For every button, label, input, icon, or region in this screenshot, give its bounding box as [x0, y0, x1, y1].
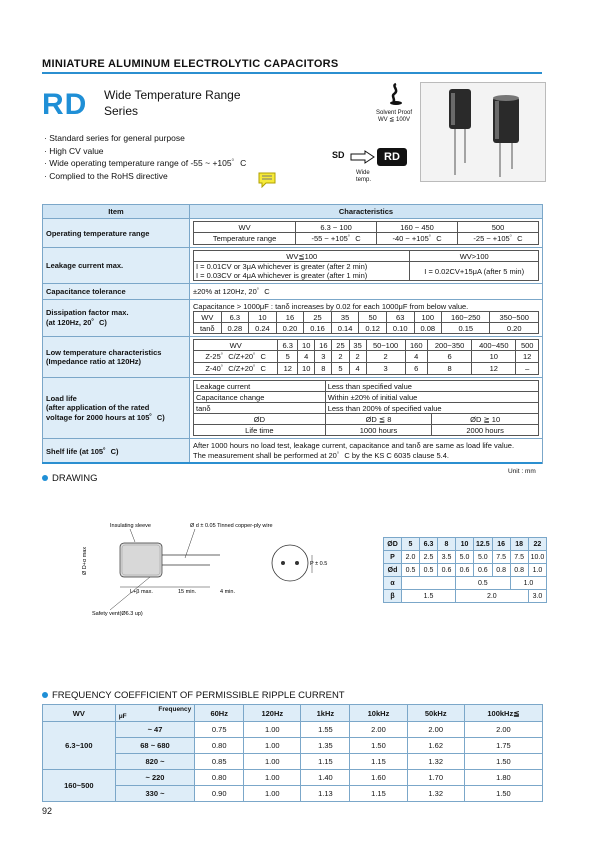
table-cell: 0.12 [359, 323, 387, 334]
table-cell: 0.24 [249, 323, 277, 334]
table-cell: 2.00 [407, 722, 464, 738]
table-cell: 7.5 [510, 551, 528, 564]
series-code: RD [42, 88, 88, 121]
table-cell: 0.75 [195, 722, 244, 738]
table-cell: 1.50 [464, 754, 542, 770]
lead-min-label: 15 min. [178, 589, 197, 595]
bullet-icon [42, 692, 48, 698]
length-label: L+β max. [130, 589, 153, 595]
table-cell: 1.00 [244, 754, 301, 770]
lead-short-label: 4 min. [220, 589, 235, 595]
table-cell: 4 [405, 351, 427, 363]
col-header-item: Item [43, 205, 190, 219]
table-cell: 0.8 [510, 564, 528, 577]
table-cell: 1.0 [528, 564, 547, 577]
table-cell: 18 [510, 538, 528, 551]
table-cell: 1.60 [350, 770, 407, 786]
capacitor-image [421, 83, 545, 181]
row-load-life: Load life (after application of the rated voltage for 2000 hours at 105゜C) Leakage current Less than specified value Capacitance change Within ±20% of initial value tanδ Less than 200% of specified value ØD ØD ≦ 8 ØD ≧ 10 Life time 1000 hours 2000 hours [43, 378, 543, 439]
table-cell: 0.28 [221, 323, 249, 334]
table-cell: 2 [332, 351, 349, 363]
table-cell: 0.80 [195, 738, 244, 754]
table-cell: 50~100 [366, 340, 405, 351]
dimension-drawing [80, 515, 350, 625]
table-cell: 330 ~ [115, 786, 195, 802]
table-cell: 500 [516, 340, 539, 351]
feature-item: · Standard series for general purpose [44, 132, 246, 145]
table-cell: 1kHz [301, 705, 350, 722]
spec-table [42, 204, 543, 464]
table-cell: 5 [402, 538, 420, 551]
table-cell: 1.70 [407, 770, 464, 786]
table-cell: 50 [359, 312, 387, 323]
table-cell: 4 [298, 351, 315, 363]
to-series-badge: RD [377, 148, 407, 166]
table-cell: 1.55 [301, 722, 350, 738]
table-cell: 12 [278, 363, 298, 375]
table-row [43, 786, 543, 802]
table-cell: 16 [276, 312, 304, 323]
table-row [43, 738, 543, 754]
table-cell: 0.6 [456, 564, 474, 577]
diameter-label: Ø D+α max [82, 546, 88, 575]
table-cell: 2.0 [402, 551, 420, 564]
table-cell: 400~450 [472, 340, 516, 351]
dissipation-table: WV 6.3 10 16 25 35 50 63 100 160~250 350~500 tanδ 0.28 0.24 0.20 0.16 0.14 0.12 0.10 0.08 0.15 0.20 [193, 311, 539, 334]
solvent-proof-label: Solvent Proof WV ≦ 100V [375, 110, 413, 123]
feature-item: · Complied to the RoHS directive [44, 170, 246, 183]
table-cell: 5.0 [456, 551, 474, 564]
series-name: Wide Temperature Range [104, 88, 241, 102]
feature-list [44, 132, 246, 182]
table-cell: 0.16 [304, 323, 332, 334]
dimension-table: ØD 5 6.3 8 10 12.5 16 18 22 P 2.0 2.5 3.5 5.0 5.0 7.5 7.5 10.0 Ød 0.5 0.5 0.6 0.6 0.6 0.8 0.8 1.0 α 0.5 1.0 β 1.5 2.0 3.0 [383, 537, 547, 603]
page-header: MINIATURE ALUMINUM ELECTROLYTIC CAPACITORS [42, 58, 339, 70]
ripple-table: WV Frequency μF 60Hz 120Hz 1kHz 10kHz 50kHz 100kHz≦ 6.3~100 ~ 47 0.75 1.00 1.55 2.00 2.00 2.00 68 ~ 680 0.80 1.00 1.35 1.50 1.62 1.75 820 ~ 0.85 1.00 1.15 1.15 1.32 1.50 160~500 ~ 220 0.80 1.00 1.40 1.60 1.70 1.80 330 ~ 0.90 1.00 1.13 1.15 1.32 1.50 [42, 704, 543, 802]
table-cell: – [516, 363, 539, 375]
table-cell: 6.3~100 [43, 722, 116, 770]
table-cell: 12 [516, 351, 539, 363]
series-name-suffix: Series [104, 104, 139, 118]
table-cell: 12.5 [474, 538, 493, 551]
dissipation-note: Capacitance > 1000μF : tanδ increases by 0.02 for each 1000μF from below value. [193, 302, 469, 311]
table-cell: 160 [405, 340, 427, 351]
table-cell: 0.90 [195, 786, 244, 802]
table-cell: 5 [278, 351, 298, 363]
table-cell: 0.80 [195, 770, 244, 786]
table-cell: 1.15 [350, 786, 407, 802]
table-cell: 1.40 [301, 770, 350, 786]
table-cell: 2.5 [420, 551, 438, 564]
pitch-label: P ± 0.5 [310, 561, 328, 567]
table-cell: 10 [456, 538, 474, 551]
table-cell: 8 [315, 363, 332, 375]
table-cell: 100kHz≦ [464, 705, 542, 722]
table-cell: 1.50 [464, 786, 542, 802]
table-cell: 4 [349, 363, 366, 375]
table-cell: 10 [472, 351, 516, 363]
table-cell: 16 [492, 538, 510, 551]
table-row [43, 722, 543, 738]
table-cell: 25 [332, 340, 349, 351]
table-cell: 0.5 [420, 564, 438, 577]
table-cell: 35 [331, 312, 359, 323]
ripple-title: FREQUENCY COEFFICIENT OF PERMISSIBLE RIPPLE CURRENT [42, 690, 345, 701]
operating-temp-table: WV 6.3 ~ 100 160 ~ 450 500 Temperature range -55 ~ +105゜C -40 ~ +105゜C -25 ~ +105゜C [193, 221, 539, 245]
row-dissipation: Dissipation factor max. (at 120Hz, 20゜C) Capacitance > 1000μF : tanδ increases by 0.02 for each 1000μF from below value. WV 6.3 10 16 25 35 50 63 100 160~250 350~500 tanδ 0.28 0.24 0.20 0.16 0.14 0.12 0.10 0.08 0.15 0.20 [43, 300, 543, 337]
table-cell: 3 [366, 363, 405, 375]
row-low-temp: Low temperature characteristics (Impedance ratio at 120Hz) WV 6.3 10 16 25 35 50~100 160 200~350 400~450 500 Z-25゜C/Z+20゜C 5 4 3 2 2 2 4 6 10 12 Z-40゜C/Z+20゜C 12 10 8 5 4 3 6 8 12 – [43, 337, 543, 378]
table-cell: 0.20 [490, 323, 539, 334]
from-series-label: SD [332, 150, 345, 160]
wire-label: Ø d ± 0.05 Tinned copper-ply wire [190, 523, 273, 529]
table-row [43, 754, 543, 770]
table-cell: 10.0 [528, 551, 547, 564]
feature-item: · High CV value [44, 145, 246, 158]
row-tolerance: Capacitance tolerance ±20% at 120Hz, 20゜C [43, 284, 543, 300]
table-cell: 160~250 [442, 312, 490, 323]
table-cell: 6.3 [221, 312, 249, 323]
table-cell: 0.10 [386, 323, 414, 334]
table-cell: 68 ~ 680 [115, 738, 195, 754]
table-cell: 1.50 [350, 738, 407, 754]
table-cell: 22 [528, 538, 547, 551]
table-cell: 160~500 [43, 770, 116, 802]
table-cell: 6 [427, 351, 471, 363]
solvent-proof-icon [388, 82, 404, 106]
table-cell: 10kHz [350, 705, 407, 722]
table-cell: 200~350 [427, 340, 471, 351]
leakage-table: WV≦100 WV>100 I = 0.01CV or 3μA whichever is greater (after 2 min) I = 0.03CV or 4μA whichever is greater (after 1 min) I = 0.02CV+15μA (after 5 min) [193, 250, 539, 281]
table-cell: 1.15 [350, 754, 407, 770]
feature-item: · Wide operating temperature range of -55 ~ +105゜C [44, 157, 246, 170]
bullet-icon [42, 475, 48, 481]
table-cell: 16 [315, 340, 332, 351]
table-cell: 1.00 [244, 738, 301, 754]
table-cell: 5 [332, 363, 349, 375]
table-cell: ~ 220 [115, 770, 195, 786]
col-header-characteristics: Characteristics [190, 205, 543, 219]
wide-temp-label: Wide temp. [356, 170, 372, 183]
table-cell: 8 [438, 538, 456, 551]
table-cell: 0.6 [438, 564, 456, 577]
table-cell: 10 [298, 363, 315, 375]
table-cell: 6.3 [420, 538, 438, 551]
table-cell: 10 [249, 312, 277, 323]
table-cell: 10 [298, 340, 315, 351]
table-cell: 5.0 [474, 551, 493, 564]
low-temp-table: WV 6.3 10 16 25 35 50~100 160 200~350 400~450 500 Z-25゜C/Z+20゜C 5 4 3 2 2 2 4 6 10 12 Z-40゜C/Z+20゜C 12 10 8 5 4 3 6 8 12 – [193, 339, 539, 375]
table-cell: 0.15 [442, 323, 490, 334]
load-life-table: Leakage current Less than specified value Capacitance change Within ±20% of initial value tanδ Less than 200% of specified value ØD ØD ≦ 8 ØD ≧ 10 Life time 1000 hours 2000 hours [193, 380, 539, 436]
table-cell: 25 [304, 312, 332, 323]
table-cell: 2.00 [464, 722, 542, 738]
table-cell: 6 [405, 363, 427, 375]
sleeve-label: Insulating sleeve [110, 523, 151, 529]
unit-label: Unit : mm [508, 468, 536, 475]
table-cell: 0.85 [195, 754, 244, 770]
page-number: 92 [42, 806, 53, 816]
table-cell: 0.8 [492, 564, 510, 577]
table-cell: 1.00 [244, 770, 301, 786]
table-cell: 1.80 [464, 770, 542, 786]
table-cell: 120Hz [244, 705, 301, 722]
table-cell: 0.6 [474, 564, 493, 577]
table-cell: 0.14 [331, 323, 359, 334]
vent-label: Safety vent(Ø6.3 up) [92, 611, 143, 617]
table-cell: 1.75 [464, 738, 542, 754]
arrow-right-icon [350, 150, 376, 164]
spec-header-row [43, 205, 543, 219]
row-leakage: Leakage current max. WV≦100 WV>100 I = 0.01CV or 3μA whichever is greater (after 2 min) I = 0.03CV or 4μA whichever is greater (after 1 min) I = 0.02CV+15μA (after 5 min) [43, 248, 543, 284]
table-cell: 0.08 [414, 323, 442, 334]
table-cell: 35 [349, 340, 366, 351]
table-cell: 820 ~ [115, 754, 195, 770]
table-cell: 1.00 [244, 786, 301, 802]
table-row [43, 770, 543, 786]
table-cell: 1.32 [407, 754, 464, 770]
table-cell: 1.62 [407, 738, 464, 754]
table-cell: 63 [386, 312, 414, 323]
table-cell: 1.13 [301, 786, 350, 802]
table-cell: 100 [414, 312, 442, 323]
table-cell: ~ 47 [115, 722, 195, 738]
header-rule [42, 72, 542, 74]
table-cell: 50kHz [407, 705, 464, 722]
table-cell: 350~500 [490, 312, 539, 323]
product-photo [420, 82, 546, 182]
table-cell: 1.00 [244, 722, 301, 738]
comment-icon[interactable] [258, 172, 276, 188]
table-cell: 1.15 [301, 754, 350, 770]
table-cell: 1.32 [407, 786, 464, 802]
table-cell: 3 [315, 351, 332, 363]
table-cell: 7.5 [492, 551, 510, 564]
section-rule [42, 462, 542, 464]
table-cell: 0.20 [276, 323, 304, 334]
table-cell: 3.5 [438, 551, 456, 564]
table-cell: 8 [427, 363, 471, 375]
row-operating-temp: Operating temperature range WV 6.3 ~ 100 160 ~ 450 500 Temperature range -55 ~ +105゜C -40 ~ +105゜C -25 ~ +105゜C [43, 219, 543, 248]
table-cell: 2 [349, 351, 366, 363]
table-cell: 6.3 [278, 340, 298, 351]
table-cell: 2 [366, 351, 405, 363]
table-cell: 1.35 [301, 738, 350, 754]
drawing-title: DRAWING [42, 473, 98, 484]
row-shelf-life: Shelf life (at 105゜C) After 1000 hours no load test, leakage current, capacitance and tanδ are same as load life value. The measurement shall be performed at 20゜C by the KS C 6035 clause 5.4. [43, 439, 543, 464]
table-cell: 60Hz [195, 705, 244, 722]
table-cell: 0.5 [402, 564, 420, 577]
table-cell: 2.00 [350, 722, 407, 738]
table-cell: 12 [472, 363, 516, 375]
